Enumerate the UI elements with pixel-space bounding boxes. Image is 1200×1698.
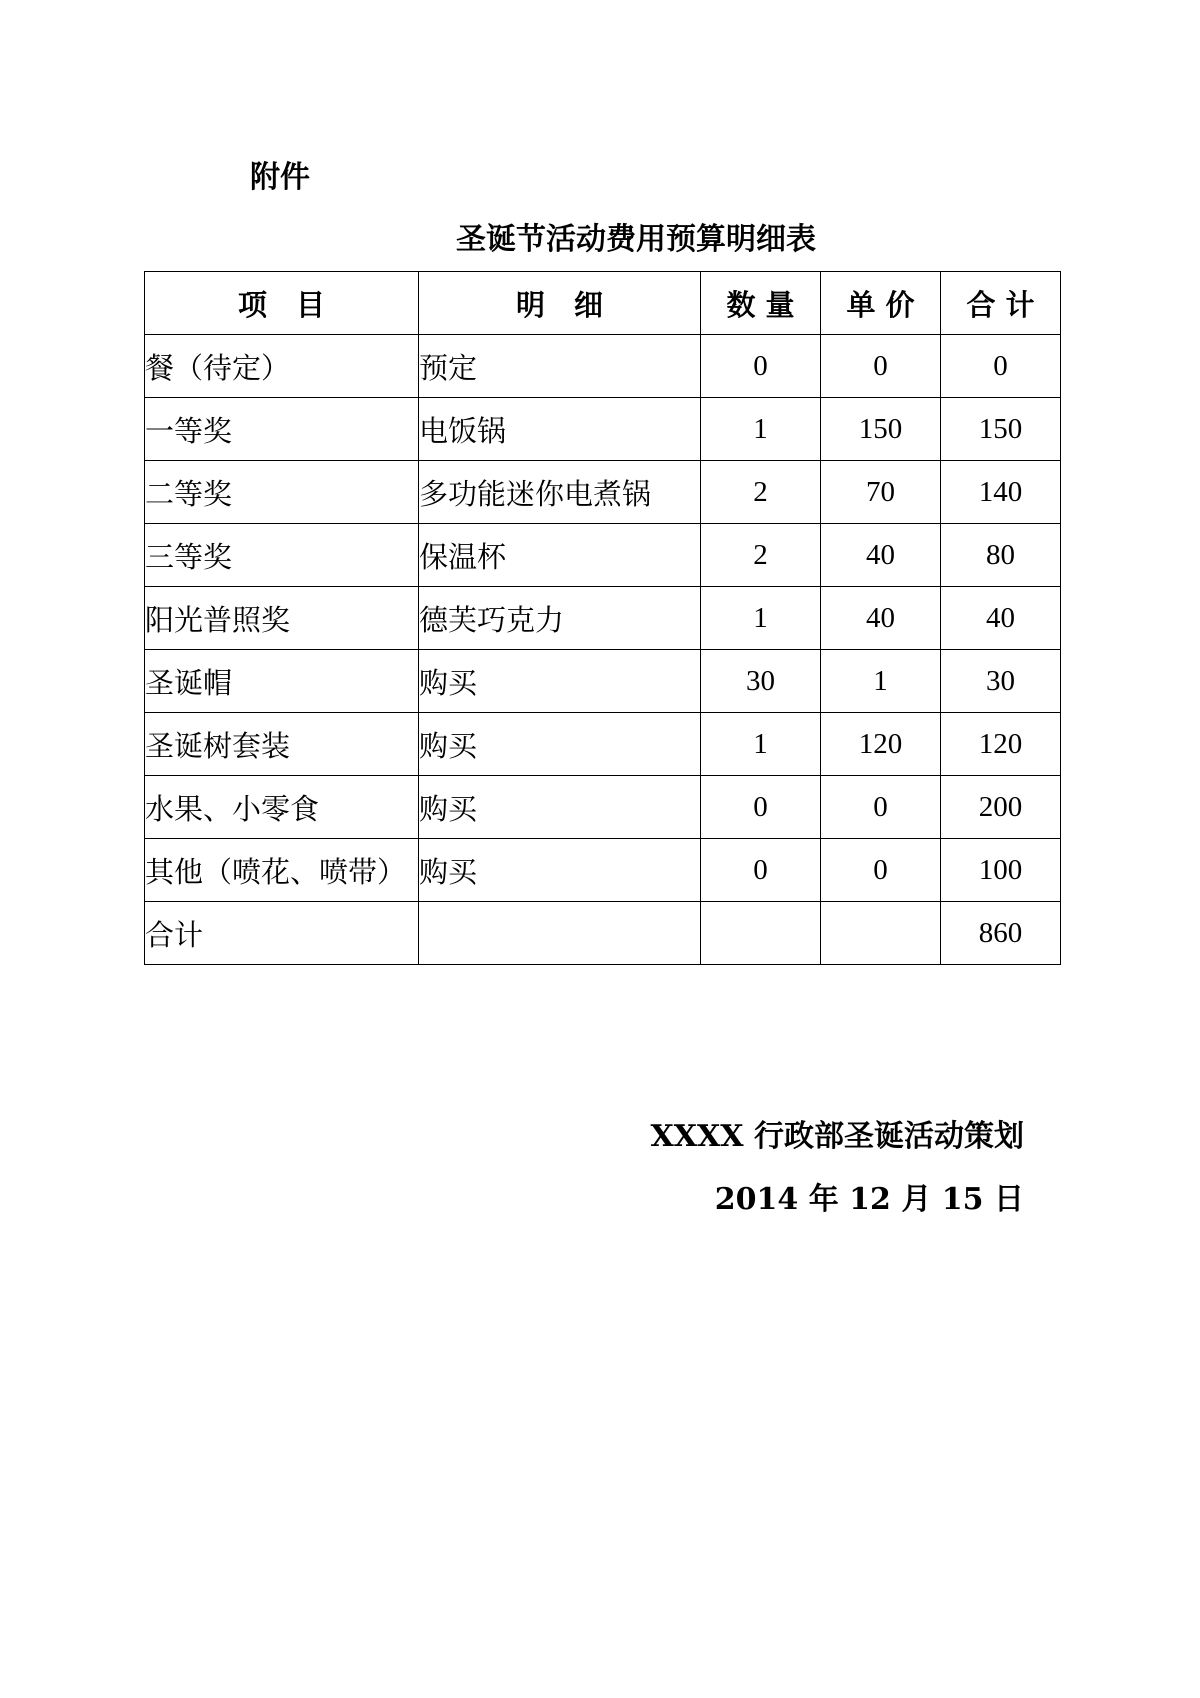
- cell-unit-price: 0: [821, 335, 941, 398]
- table-row: [145, 776, 1061, 839]
- cell-detail: 购买: [419, 650, 701, 713]
- signature-organization: XXXX 行政部圣诞活动策划: [650, 1119, 1024, 1154]
- cell-item: 其他（喷花、喷带）: [145, 839, 419, 902]
- attachment-label: 附件: [250, 160, 310, 195]
- cell-unit-price: 70: [821, 461, 941, 524]
- cell-total: 100: [941, 839, 1061, 902]
- header-unit-price: 单 价: [821, 272, 941, 335]
- budget-table: [144, 271, 1061, 965]
- header-item: 项 目: [145, 272, 419, 335]
- sum-unit-price: [821, 902, 941, 965]
- cell-detail: 电饭锅: [419, 398, 701, 461]
- sum-row: [145, 902, 1061, 965]
- table-row: [145, 650, 1061, 713]
- cell-quantity: 0: [701, 335, 821, 398]
- cell-quantity: 1: [701, 587, 821, 650]
- cell-quantity: 0: [701, 776, 821, 839]
- cell-item: 水果、小零食: [145, 776, 419, 839]
- sum-quantity: [701, 902, 821, 965]
- cell-unit-price: 120: [821, 713, 941, 776]
- cell-total: 140: [941, 461, 1061, 524]
- table-row: [145, 335, 1061, 398]
- table-row: [145, 524, 1061, 587]
- table-header-row: [145, 272, 1061, 335]
- sum-total: 860: [941, 902, 1061, 965]
- table-row: [145, 839, 1061, 902]
- cell-item: 阳光普照奖: [145, 587, 419, 650]
- cell-item: 一等奖: [145, 398, 419, 461]
- header-detail: 明 细: [419, 272, 701, 335]
- cell-unit-price: 0: [821, 839, 941, 902]
- cell-item: 圣诞帽: [145, 650, 419, 713]
- cell-item: 餐（待定）: [145, 335, 419, 398]
- sum-detail: [419, 902, 701, 965]
- header-total: 合 计: [941, 272, 1061, 335]
- cell-detail: 多功能迷你电煮锅: [419, 461, 701, 524]
- cell-item: 三等奖: [145, 524, 419, 587]
- table-row: [145, 398, 1061, 461]
- cell-detail: 预定: [419, 335, 701, 398]
- sum-label: 合计: [145, 902, 419, 965]
- cell-total: 150: [941, 398, 1061, 461]
- cell-quantity: 2: [701, 524, 821, 587]
- cell-detail: 购买: [419, 713, 701, 776]
- cell-item: 二等奖: [145, 461, 419, 524]
- table-row: [145, 461, 1061, 524]
- cell-total: 30: [941, 650, 1061, 713]
- cell-quantity: 1: [701, 713, 821, 776]
- cell-quantity: 0: [701, 839, 821, 902]
- cell-unit-price: 40: [821, 524, 941, 587]
- cell-total: 40: [941, 587, 1061, 650]
- table-row: [145, 587, 1061, 650]
- document-title: 圣诞节活动费用预算明细表: [456, 222, 816, 257]
- signature-date: 2014 年 12 月 15 日: [714, 1182, 1024, 1217]
- table-row: [145, 713, 1061, 776]
- header-quantity: 数 量: [701, 272, 821, 335]
- cell-unit-price: 1: [821, 650, 941, 713]
- cell-total: 0: [941, 335, 1061, 398]
- cell-total: 80: [941, 524, 1061, 587]
- cell-unit-price: 40: [821, 587, 941, 650]
- cell-unit-price: 150: [821, 398, 941, 461]
- cell-total: 120: [941, 713, 1061, 776]
- cell-detail: 购买: [419, 776, 701, 839]
- cell-quantity: 2: [701, 461, 821, 524]
- cell-quantity: 1: [701, 398, 821, 461]
- cell-quantity: 30: [701, 650, 821, 713]
- cell-item: 圣诞树套装: [145, 713, 419, 776]
- cell-total: 200: [941, 776, 1061, 839]
- cell-detail: 德芙巧克力: [419, 587, 701, 650]
- cell-unit-price: 0: [821, 776, 941, 839]
- cell-detail: 购买: [419, 839, 701, 902]
- cell-detail: 保温杯: [419, 524, 701, 587]
